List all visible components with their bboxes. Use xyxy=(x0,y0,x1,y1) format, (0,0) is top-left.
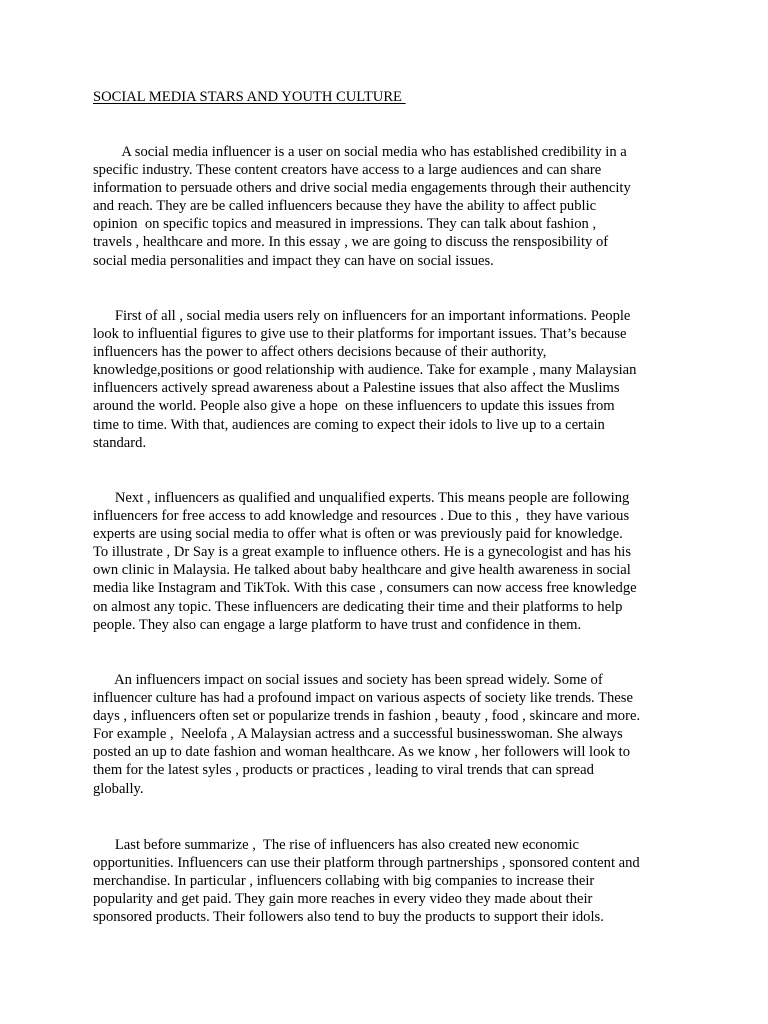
document-title: SOCIAL MEDIA STARS AND YOUTH CULTURE xyxy=(93,89,406,105)
text-line: influencers actively spread awareness about a Palestine issues that also affect the Muslims xyxy=(93,380,620,397)
text-line: First of all , social media users rely on influencers for an important informations. People xyxy=(93,308,631,324)
paragraph-fourth-point xyxy=(93,836,678,926)
text-line: around the world. People also give a hope on these influencers to update this issues from xyxy=(93,398,615,415)
text-line: To illustrate , Dr Say is a great example to influence others. He is a gynecologist and has his xyxy=(93,544,631,561)
text-line: merchandise. In particular , influencers collabing with big companies to increase their xyxy=(93,873,595,890)
text-line: days , influencers often set or popularize trends in fashion , beauty , food , skincare and more. xyxy=(93,708,641,725)
text-line: influencers for free access to add knowledge and resources . Due to this , they have various xyxy=(93,508,630,525)
paragraph-third-point xyxy=(93,671,678,798)
text-line: influencers has the power to affect others decisions because of their authority, xyxy=(93,344,547,361)
paragraph-second-point xyxy=(93,489,678,634)
text-line: opinion on specific topics and measured in impressions. They can talk about fashion , xyxy=(93,216,597,233)
text-line: For example , Neelofa , A Malaysian actress and a successful businesswoman. She always xyxy=(93,726,623,743)
text-line: knowledge,positions or good relationship with audience. Take for example , many Malaysian xyxy=(93,362,637,379)
text-line: experts are using social media to offer what is often or was previously paid for knowledge. xyxy=(93,526,623,543)
text-line: look to influential figures to give use to their platforms for important issues. That’s because xyxy=(93,326,627,343)
text-line: Next , influencers as qualified and unqualified experts. This means people are following xyxy=(93,490,630,506)
text-line: posted an up to date fashion and woman healthcare. As we know , her followers will look to xyxy=(93,744,631,761)
text-line: information to persuade others and drive social media engagements through their authencity xyxy=(93,180,631,197)
text-line: on almost any topic. These influencers are dedicating their time and their platforms to help xyxy=(93,598,623,615)
text-line: globally. xyxy=(93,780,144,797)
text-line: them for the latest syles , products or practices , leading to viral trends that can spread xyxy=(93,762,594,779)
text-line: popularity and get paid. They gain more reaches in every video they made about their xyxy=(93,891,593,908)
paragraph-first-point xyxy=(93,307,678,452)
text-line: time to time. With that, audiences are coming to expect their idols to live up to a certain xyxy=(93,416,605,433)
text-line: influencer culture has had a profound impact on various aspects of society like trends. These xyxy=(93,690,633,707)
text-line: social media personalities and impact they can have on social issues. xyxy=(93,252,494,269)
text-line: media like Instagram and TikTok. With this case , consumers can now access free knowledge xyxy=(93,580,637,597)
text-line: own clinic in Malaysia. He talked about baby healthcare and give health awareness in social xyxy=(93,562,631,579)
text-line: and reach. They are be called influencers because they have the ability to affect public xyxy=(93,198,597,215)
text-line: Last before summarize , The rise of influencers has also created new economic xyxy=(93,837,579,853)
text-line: people. They also can engage a large platform to have trust and confidence in them. xyxy=(93,616,582,633)
text-line: standard. xyxy=(93,434,147,451)
text-line: travels , healthcare and more. In this essay , we are going to discuss the rensposibility of xyxy=(93,234,609,251)
text-line: A social media influencer is a user on social media who has established credibility in a xyxy=(93,144,627,160)
paragraph-introduction xyxy=(93,143,678,270)
text-line: specific industry. These content creators have access to a large audiences and can share xyxy=(93,162,602,179)
text-line: opportunities. Influencers can use their platform through partnerships , sponsored content and xyxy=(93,855,640,872)
text-line: sponsored products. Their followers also tend to buy the products to support their idols. xyxy=(93,909,604,926)
text-line: An influencers impact on social issues and society has been spread widely. Some of xyxy=(93,672,603,688)
